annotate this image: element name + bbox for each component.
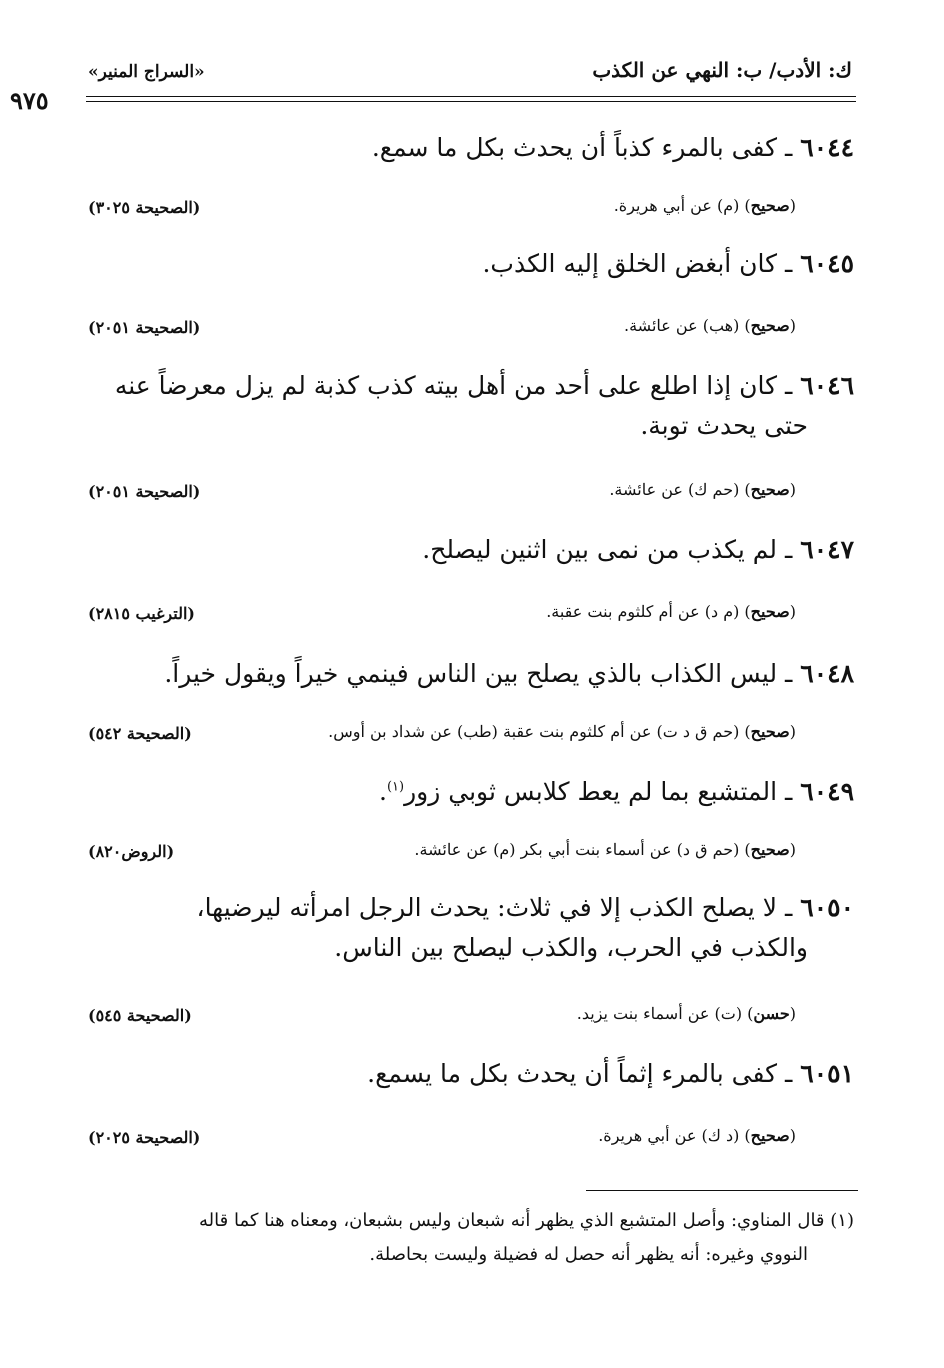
hadith-entry [84,128,854,168]
hadith-number: ٦٠٤٧ [800,535,854,564]
hadith-entry [84,888,854,968]
grade-source: (م د) عن أم كلثوم بنت عقبة. [546,602,740,621]
grade-label: صحيح [750,1126,790,1145]
grade-label: صحيح [750,602,790,621]
footnote-rule [586,1190,858,1191]
reference: (الصحيحة ٢٠٥١) [88,318,201,337]
hadith-text: ـ كفى بالمرء كذباً أن يحدث بكل ما سمع. [371,133,793,162]
hadith-entry [84,1054,854,1094]
reference: (الصحيحة ٢٠٢٥) [88,1128,201,1147]
hadith-text-continued: والكذب في الحرب، والكذب ليصلح بين الناس. [334,933,808,962]
grade-label: صحيح [750,722,790,741]
hadith-text: ـ لا يصلح الكذب إلا في ثلاث: يحدث الرجل امرأته ليرضيها، [196,893,793,922]
header-rule-thin [86,101,856,102]
hadith-number: ٦٠٤٨ [800,659,854,688]
hadith-number: ٦٠٥٠ [800,893,854,922]
footnote [84,1204,854,1272]
hadith-grading: (صحيح) (م) عن أبي هريرة. [613,196,796,215]
grade-label: حسن [753,1004,790,1023]
reference: (الصحيحة ٣٠٢٥) [88,198,201,217]
hadith-entry [84,772,854,812]
hadith-entry [84,654,854,694]
page-number: ٩٧٥ [10,86,49,115]
grade-source: (حم ق د) عن أسماء بنت أبي بكر (م) عن عائشة. [414,840,740,859]
grade-label: صحيح [750,480,790,499]
hadith-text: ـ ليس الكذاب بالذي يصلح بين الناس فينمي خيراً ويقول خيراً. [164,659,793,688]
hadith-grading: (صحيح) (هب) عن عائشة. [624,316,796,335]
grade-source: (هب) عن عائشة. [624,316,740,335]
footnote-text: قال المناوي: وأصل المتشبع الذي يظهر أنه شبعان وليس بشبعان، ومعناه هنا كما قاله [199,1210,825,1231]
grade-source: (حم ق د ت) عن أم كلثوم بنت عقبة (طب) عن شداد بن أوس. [328,722,740,741]
hadith-text-end: . [379,777,387,806]
hadith-number: ٦٠٤٥ [800,249,854,278]
hadith-grading: (صحيح) (د ك) عن أبي هريرة. [598,1126,796,1145]
book-title: «السراج المنير» [88,62,205,82]
hadith-grading: (صحيح) (م د) عن أم كلثوم بنت عقبة. [546,602,796,621]
reference: (الترغيب ٢٨١٥) [88,604,195,623]
reference: (الصحيحة ٥٤٢) [88,724,192,743]
hadith-grading: (صحيح) (حم ك) عن عائشة. [609,480,796,499]
grade-source: (م) عن أبي هريرة. [613,196,740,215]
footnote-marker[interactable]: (١) [386,779,405,795]
hadith-text: ـ المتشبع بما لم يعط كلابس ثوبي زور [404,777,793,806]
footnote-number: (١) [830,1210,854,1231]
hadith-number: ٦٠٥١ [800,1059,854,1088]
hadith-text: ـ كان إذا اطلع على أحد من أهل بيته كذب كذبة لم يزل معرضاً عنه [114,371,793,400]
hadith-entry [84,244,854,284]
chapter-heading: ك: الأدب/ ب: النهي عن الكذب [592,58,852,82]
hadith-entry [84,366,854,446]
hadith-text-continued: حتى يحدث توبة. [640,411,808,440]
hadith-grading: (صحيح) (حم ق د ت) عن أم كلثوم بنت عقبة (طب) عن شداد بن أوس. [328,722,796,741]
hadith-text: ـ لم يكذب من نمى بين اثنين ليصلح. [422,535,793,564]
hadith-number: ٦٠٤٤ [800,133,854,162]
reference: (الصحيحة ٥٤٥) [88,1006,192,1025]
grade-label: صحيح [750,316,790,335]
footnote-text-continued: النووي وغيره: أنه يظهر أنه حصل له فضيلة وليست بحاصلة. [369,1244,808,1265]
hadith-grading: (صحيح) (حم ق د) عن أسماء بنت أبي بكر (م) عن عائشة. [414,840,796,859]
grade-source: (حم ك) عن عائشة. [609,480,740,499]
reference: (الصحيحة ٢٠٥١) [88,482,201,501]
hadith-entry [84,530,854,570]
hadith-text: ـ كان أبغض الخلق إليه الكذب. [482,249,793,278]
hadith-number: ٦٠٤٦ [800,371,854,400]
hadith-text: ـ كفى بالمرء إثماً أن يحدث بكل ما يسمع. [367,1059,793,1088]
hadith-grading: (حسن) (ت) عن أسماء بنت يزيد. [576,1004,796,1023]
header-rule [86,96,856,97]
grade-source: (ت) عن أسماء بنت يزيد. [576,1004,743,1023]
grade-label: صحيح [750,840,790,859]
grade-label: صحيح [750,196,790,215]
reference: (الروض٨٢٠) [88,842,175,861]
hadith-number: ٦٠٤٩ [800,777,854,806]
grade-source: (د ك) عن أبي هريرة. [598,1126,740,1145]
